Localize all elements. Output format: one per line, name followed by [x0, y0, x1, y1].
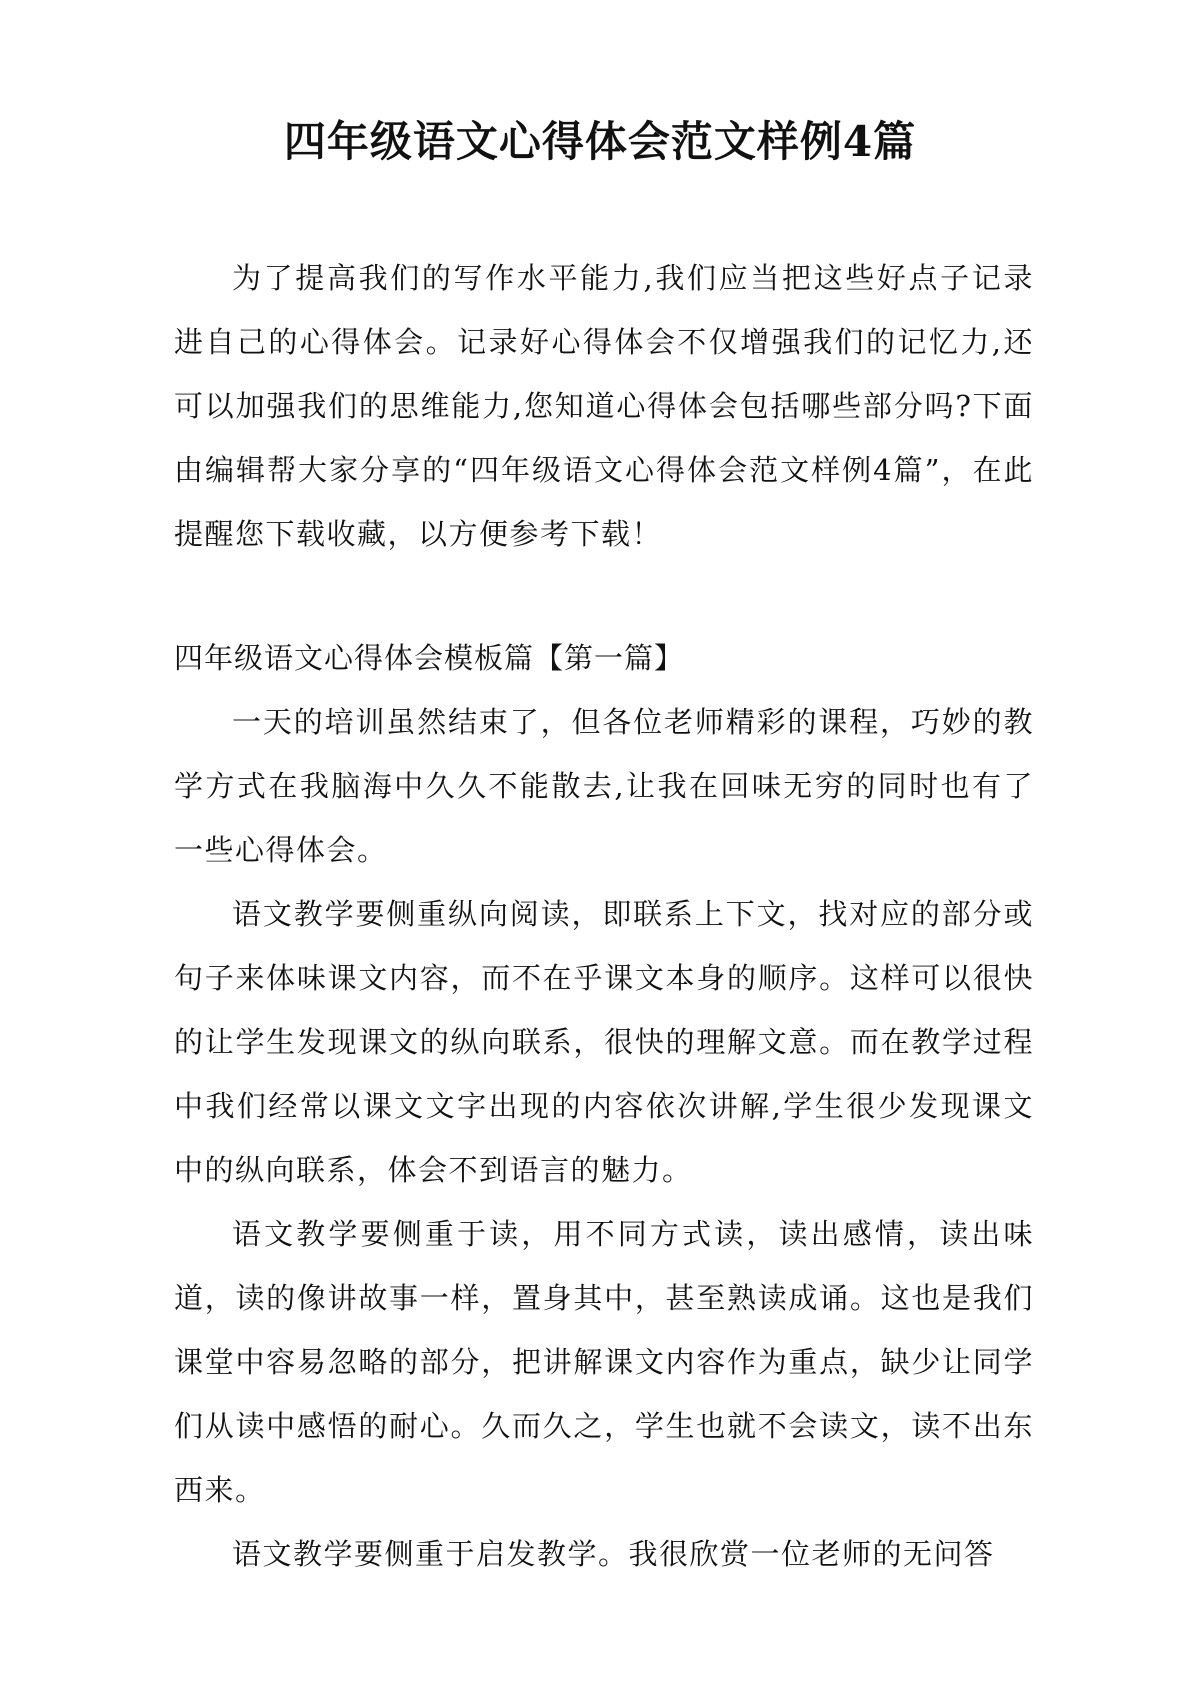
body-paragraph-1: 一天的培训虽然结束了，但各位老师精彩的课程，巧妙的教学方式在我脑海中久久不能散去,让我在回味无穷的同时也有了一些心得体会。: [174, 705, 1034, 867]
body-paragraph-2: 语文教学要侧重纵向阅读，即联系上下文，找对应的部分或句子来体味课文内容，而不在乎课文本身的顺序。这样可以很快的让学生发现课文的纵向联系，很快的理解文意。而在教学过程中我们经常以课文文字出现的内容依次讲解,学生很少发现课文中的纵向联系，体会不到语言的魅力。: [174, 897, 1034, 1187]
body-paragraph-3: 语文教学要侧重于读，用不同方式读，读出感情，读出味道，读的像讲故事一样，置身其中，甚至熟读成诵。这也是我们课堂中容易忽略的部分，把讲解课文内容作为重点，缺少让同学们从读中感悟的耐心。久而久之，学生也就不会读文，读不出东西来。: [174, 1217, 1034, 1507]
document-title: 四年级语文心得体会范文样例4篇: [283, 117, 917, 166]
body-paragraph-4: 语文教学要侧重于启发教学。我很欣赏一位老师的无问答: [232, 1537, 995, 1571]
document-body: [174, 246, 1034, 1586]
section-heading: 四年级语文心得体会模板篇【第一篇】: [174, 641, 685, 675]
intro-paragraph: 为了提高我们的写作水平能力,我们应当把这些好点子记录进自己的心得体会。记录好心得体会不仅增强我们的记忆力,还可以加强我们的思维能力,您知道心得体会包括哪些部分吗?下面由编辑帮大家分享的“四年级语文心得体会范文样例4篇”，在此提醒您下载收藏，以方便参考下载！: [174, 261, 1034, 551]
